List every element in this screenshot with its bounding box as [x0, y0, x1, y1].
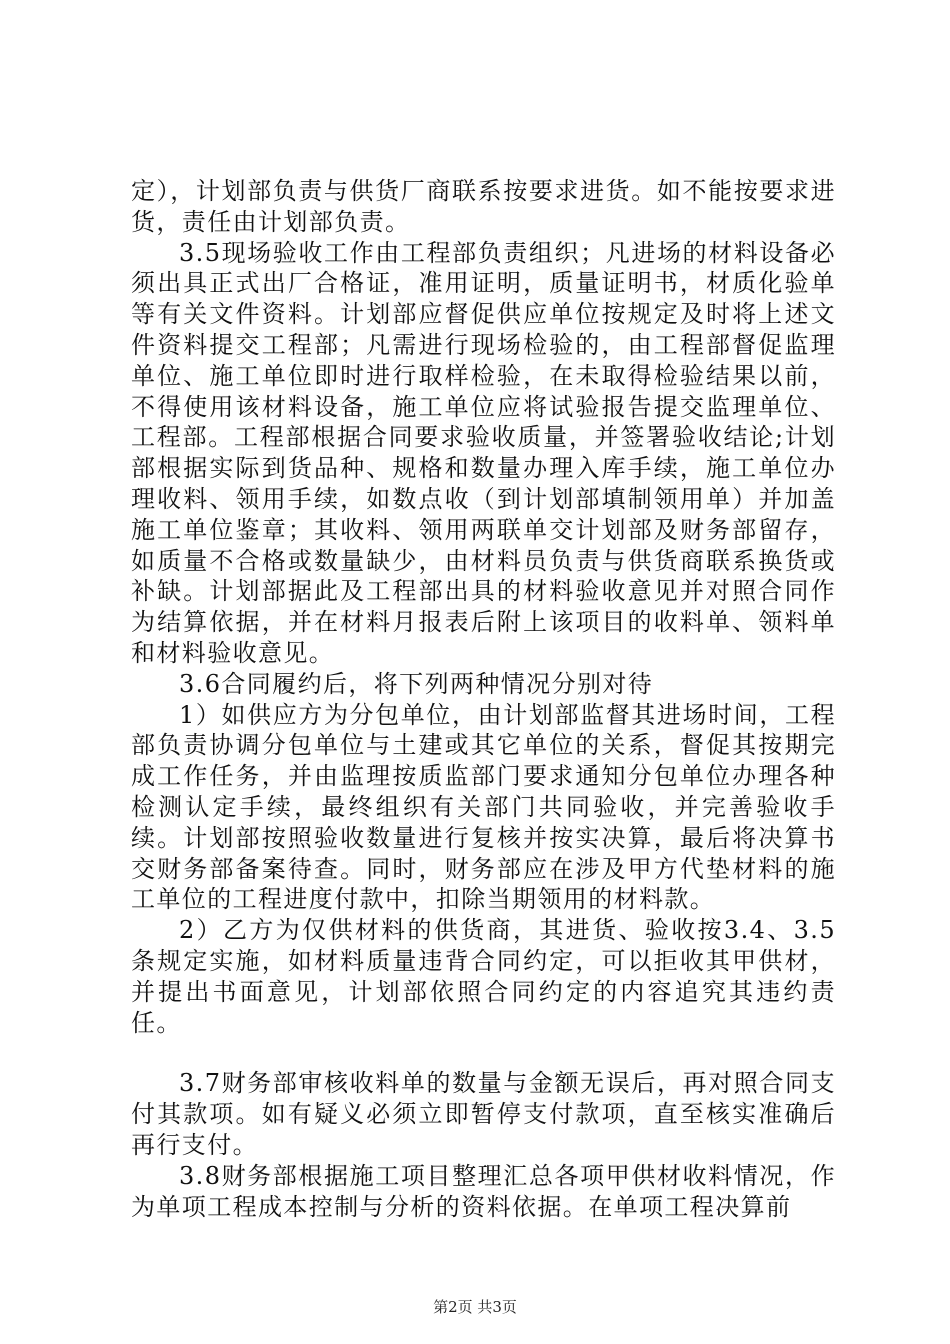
page-footer: 第2页 共3页: [433, 1298, 517, 1316]
paragraph-3-8: 3.8财务部根据施工项目整理汇总各项甲供材收料情况，作为单项工程成本控制与分析的资料依据。在单项工程决算前: [131, 1161, 836, 1221]
paragraph-3-6-item-2: 2）乙方为仅供材料的供货商，其进货、验收按3.4、3.5条规定实施，如材料质量违背合同约定，可以拒收其甲供材，并提出书面意见，计划部依照合同约定的内容追究其违约责任。: [131, 916, 836, 1037]
paragraph-spacer: [131, 1038, 836, 1068]
paragraph-3-7: 3.7财务部审核收料单的数量与金额无误后，再对照合同支付其款项。如有疑义必须立即暂停支付款项，直至核实准确后再行支付。: [131, 1069, 836, 1159]
document-body: [131, 176, 836, 1222]
paragraph-continuation: 定），计划部负责与供货厂商联系按要求进货。如不能按要求进货，责任由计划部负责。: [131, 177, 836, 236]
paragraph-3-5: 3.5现场验收工作由工程部负责组织；凡进场的材料设备必须出具正式出厂合格证，准用证明，质量证明书，材质化验单等有关文件资料。计划部应督促供应单位按规定及时将上述文件资料提交工程部；凡需进行现场检验的，由工程部督促监理单位、施工单位即时进行取样检验，在未取得检验结果以前，不得使用该材料设备，施工单位应将试验报告提交监理单位、工程部。工程部根据合同要求验收质量，并签署验收结论;计划部根据实际到货品种、规格和数量办理入库手续，施工单位办理收料、领用手续，如数点收（到计划部填制领用单）并加盖施工单位鉴章；其收料、领用两联单交计划部及财务部留存，如质量不合格或数量缺少，由材料员负责与供货商联系换货或补缺。计划部据此及工程部出具的材料验收意见并对照合同作为结算依据，并在材料月报表后附上该项目的收料单、领料单和材料验收意见。: [131, 238, 836, 667]
paragraph-3-6: 3.6合同履约后，将下列两种情况分别对待: [179, 669, 654, 698]
paragraph-3-6-item-1: 1）如供应方为分包单位，由计划部监督其进场时间，工程部负责协调分包单位与土建或其它单位的关系，督促其按期完成工作任务，并由监理按质监部门要求通知分包单位办理各种检测认定手续，最终组织有关部门共同验收，并完善验收手续。计划部按照验收数量进行复核并按实决算，最后将决算书交财务部备案待查。同时，财务部应在涉及甲方代垫材料的施工单位的工程进度付款中，扣除当期领用的材料款。: [131, 700, 836, 914]
